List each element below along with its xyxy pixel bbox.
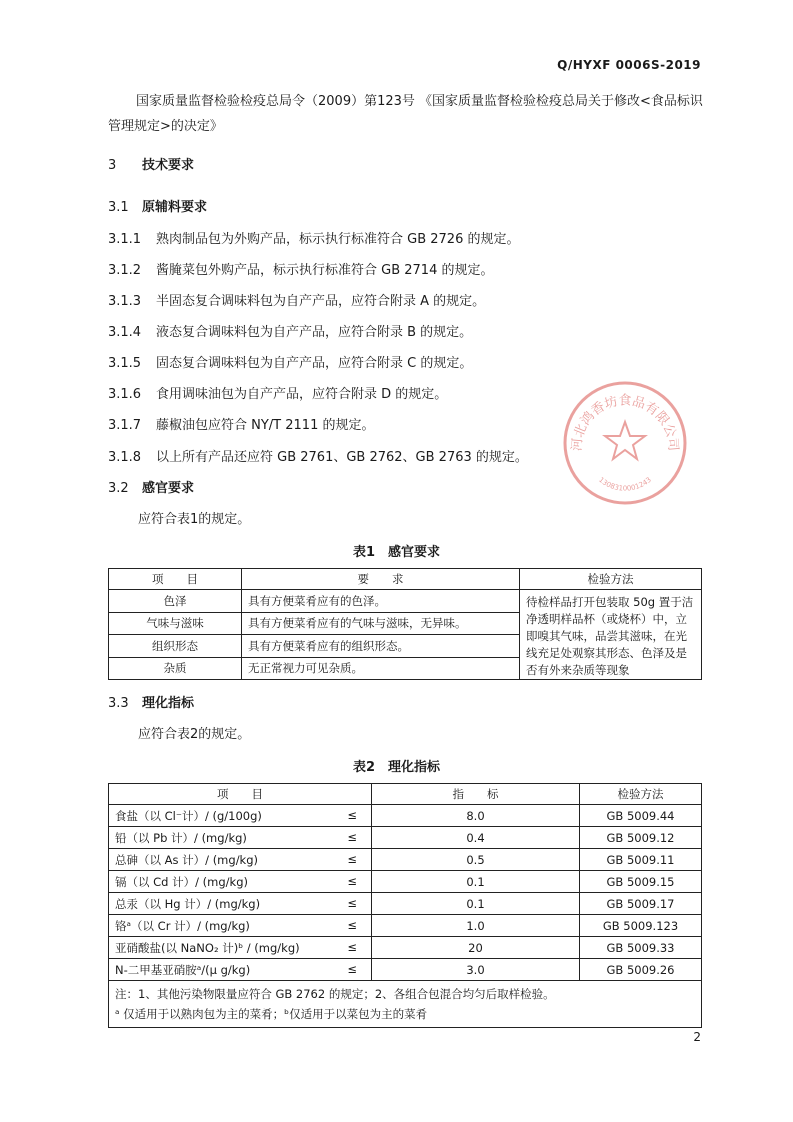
column-header: 指 标 xyxy=(372,784,580,805)
section-number: 3.2 xyxy=(108,481,129,496)
method-cell: GB 5009.44 xyxy=(580,805,702,827)
clause-number: 3.1.5 xyxy=(108,356,142,371)
method-cell: GB 5009.17 xyxy=(580,893,702,915)
item-label: 总砷（以 As 计）/ (mg/kg) xyxy=(115,852,259,867)
company-seal-stamp xyxy=(560,378,690,508)
item-label: 铬ᵃ（以 Cr 计）/ (mg/kg) xyxy=(115,918,250,933)
reference-paragraph: 国家质量监督检验检疫总局令（2009）第123号 《国家质量监督检验检疫总局关于修改<食品标识管理规定>的决定》 xyxy=(108,94,703,134)
document-id: Q/HYXF 0006S-2019 xyxy=(557,58,701,72)
column-header: 项 目 xyxy=(109,569,242,590)
clause-3-1-5 xyxy=(108,352,472,371)
clause-number: 3.1.4 xyxy=(108,325,142,340)
method-cell: GB 5009.12 xyxy=(580,827,702,849)
item-label: 亚硝酸盐(以 NaNO₂ 计)ᵇ / (mg/kg) xyxy=(115,940,300,955)
method-cell: 待检样品打开包装取 50g 置于洁净透明样品杯（或烧杯）中，立即嗅其气味，品尝其滋味，在光线充足处观察其形态、色泽及是否有外来杂质等现象 xyxy=(520,590,702,680)
le-symbol: ≤ xyxy=(347,807,357,822)
table-header-row xyxy=(109,784,702,805)
clause-text: 藤椒油包应符合 NY/T 2111 的规定。 xyxy=(156,418,375,433)
table-row xyxy=(109,959,702,981)
section-3-3-heading xyxy=(108,692,194,711)
le-symbol: ≤ xyxy=(347,829,357,844)
value-cell: 0.4 xyxy=(372,827,580,849)
item-label: 食盐（以 Cl⁻计）/ (g/100g) xyxy=(115,808,262,823)
value-cell: 1.0 xyxy=(372,915,580,937)
seal-company-name-path: 河北鸿香坊食品有限公司 xyxy=(569,393,681,452)
item-cell: 色泽 xyxy=(109,590,242,613)
requirement-cell: 具有方便菜肴应有的色泽。 xyxy=(242,590,520,613)
item-cell xyxy=(109,937,372,959)
item-cell xyxy=(109,805,372,827)
table-row xyxy=(109,937,702,959)
item-cell xyxy=(109,827,372,849)
value-cell: 8.0 xyxy=(372,805,580,827)
item-label: 铅（以 Pb 计）/ (mg/kg) xyxy=(115,830,247,845)
clause-text: 熟肉制品包为外购产品，标示执行标准符合 GB 2726 的规定。 xyxy=(156,232,520,247)
method-cell: GB 5009.11 xyxy=(580,849,702,871)
method-cell: GB 5009.33 xyxy=(580,937,702,959)
table-row xyxy=(109,893,702,915)
item-label: 镉（以 Cd 计）/ (mg/kg) xyxy=(115,874,248,889)
section-3-2-body: 应符合表1的规定。 xyxy=(138,512,251,527)
clause-3-1-2 xyxy=(108,259,493,278)
clause-text: 食用调味油包为自产产品，应符合附录 D 的规定。 xyxy=(156,387,448,402)
value-cell: 3.0 xyxy=(372,959,580,981)
table-row xyxy=(109,849,702,871)
section-title: 原辅料要求 xyxy=(142,200,208,215)
table-row xyxy=(109,871,702,893)
section-title: 感官要求 xyxy=(142,481,195,496)
clause-number: 3.1.2 xyxy=(108,263,142,278)
method-cell: GB 5009.123 xyxy=(580,915,702,937)
le-symbol: ≤ xyxy=(347,939,357,954)
table1-caption: 表1 感官要求 xyxy=(352,545,441,560)
clause-number: 3.1.1 xyxy=(108,232,142,247)
clause-text: 固态复合调味料包为自产产品，应符合附录 C 的规定。 xyxy=(156,356,473,371)
column-header: 检验方法 xyxy=(580,784,702,805)
page-number: 2 xyxy=(693,1030,701,1044)
section-3-heading xyxy=(108,154,194,173)
clause-text: 液态复合调味料包为自产产品，应符合附录 B 的规定。 xyxy=(156,325,473,340)
table-row xyxy=(109,827,702,849)
value-cell: 20 xyxy=(372,937,580,959)
clause-number: 3.1.7 xyxy=(108,418,142,433)
item-label: N-二甲基亚硝胺ᵃ/(μ g/kg) xyxy=(115,962,251,977)
item-cell: 组织形态 xyxy=(109,635,242,658)
item-cell xyxy=(109,915,372,937)
clause-3-1-7 xyxy=(108,414,374,433)
le-symbol: ≤ xyxy=(347,873,357,888)
value-cell: 0.1 xyxy=(372,871,580,893)
value-cell: 0.5 xyxy=(372,849,580,871)
value-cell: 0.1 xyxy=(372,893,580,915)
physicochemical-indicators-table xyxy=(108,783,702,1028)
section-3-3-body: 应符合表2的规定。 xyxy=(138,727,251,742)
requirement-cell: 具有方便菜肴应有的组织形态。 xyxy=(242,635,520,658)
table-row xyxy=(109,915,702,937)
column-header: 检验方法 xyxy=(520,569,702,590)
table-note-line-2: ᵃ 仅适用于以熟肉包为主的菜肴；ᵇ仅适用于以菜包为主的菜肴 xyxy=(115,1007,428,1021)
section-3-1-heading xyxy=(108,196,207,215)
item-cell: 杂质 xyxy=(109,657,242,680)
seal-star-icon xyxy=(605,422,645,459)
column-header: 要 求 xyxy=(242,569,520,590)
item-cell xyxy=(109,871,372,893)
seal-number-path: 1308310001243 xyxy=(597,475,653,493)
table-header-row xyxy=(109,569,702,590)
clause-text: 以上所有产品还应符 GB 2761、GB 2762、GB 2763 的规定。 xyxy=(156,450,528,465)
table-row xyxy=(109,805,702,827)
clause-3-1-4 xyxy=(108,321,472,340)
seal-number xyxy=(597,476,653,493)
item-cell xyxy=(109,849,372,871)
clause-number: 3.1.8 xyxy=(108,450,142,465)
le-symbol: ≤ xyxy=(347,851,357,866)
section-title: 理化指标 xyxy=(142,696,195,711)
section-number: 3.3 xyxy=(108,696,129,711)
clause-text: 半固态复合调味料包为自产产品，应符合附录 A 的规定。 xyxy=(156,294,486,309)
clause-3-1-8 xyxy=(108,446,528,465)
le-symbol: ≤ xyxy=(347,895,357,910)
section-title: 技术要求 xyxy=(142,158,195,173)
item-label: 总汞（以 Hg 计）/ (mg/kg) xyxy=(115,896,261,911)
item-cell xyxy=(109,893,372,915)
clause-number: 3.1.6 xyxy=(108,387,142,402)
table-note-line-1: 注：1、其他污染物限量应符合 GB 2762 的规定；2、各组合包混合均匀后取样检验。 xyxy=(115,987,555,1001)
clause-number: 3.1.3 xyxy=(108,294,142,309)
table-note xyxy=(109,981,702,1028)
section-number: 3.1 xyxy=(108,200,129,215)
le-symbol: ≤ xyxy=(347,961,357,976)
item-cell xyxy=(109,959,372,981)
requirement-cell: 无正常视力可见杂质。 xyxy=(242,657,520,680)
method-cell: GB 5009.26 xyxy=(580,959,702,981)
item-cell: 气味与滋味 xyxy=(109,612,242,635)
column-header: 项 目 xyxy=(109,784,372,805)
clause-text: 酱腌菜包外购产品，标示执行标准符合 GB 2714 的规定。 xyxy=(156,263,494,278)
requirement-cell: 具有方便菜肴应有的气味与滋味，无异味。 xyxy=(242,612,520,635)
method-cell: GB 5009.15 xyxy=(580,871,702,893)
le-symbol: ≤ xyxy=(347,917,357,932)
section-3-2-heading xyxy=(108,477,194,496)
clause-3-1-6 xyxy=(108,383,447,402)
clause-3-1-1 xyxy=(108,228,519,247)
clause-3-1-3 xyxy=(108,290,485,309)
sensory-requirements-table xyxy=(108,568,702,680)
table-note-row xyxy=(109,981,702,1028)
section-number: 3 xyxy=(108,158,117,173)
table-row xyxy=(109,590,702,613)
table2-caption: 表2 理化指标 xyxy=(352,760,441,775)
